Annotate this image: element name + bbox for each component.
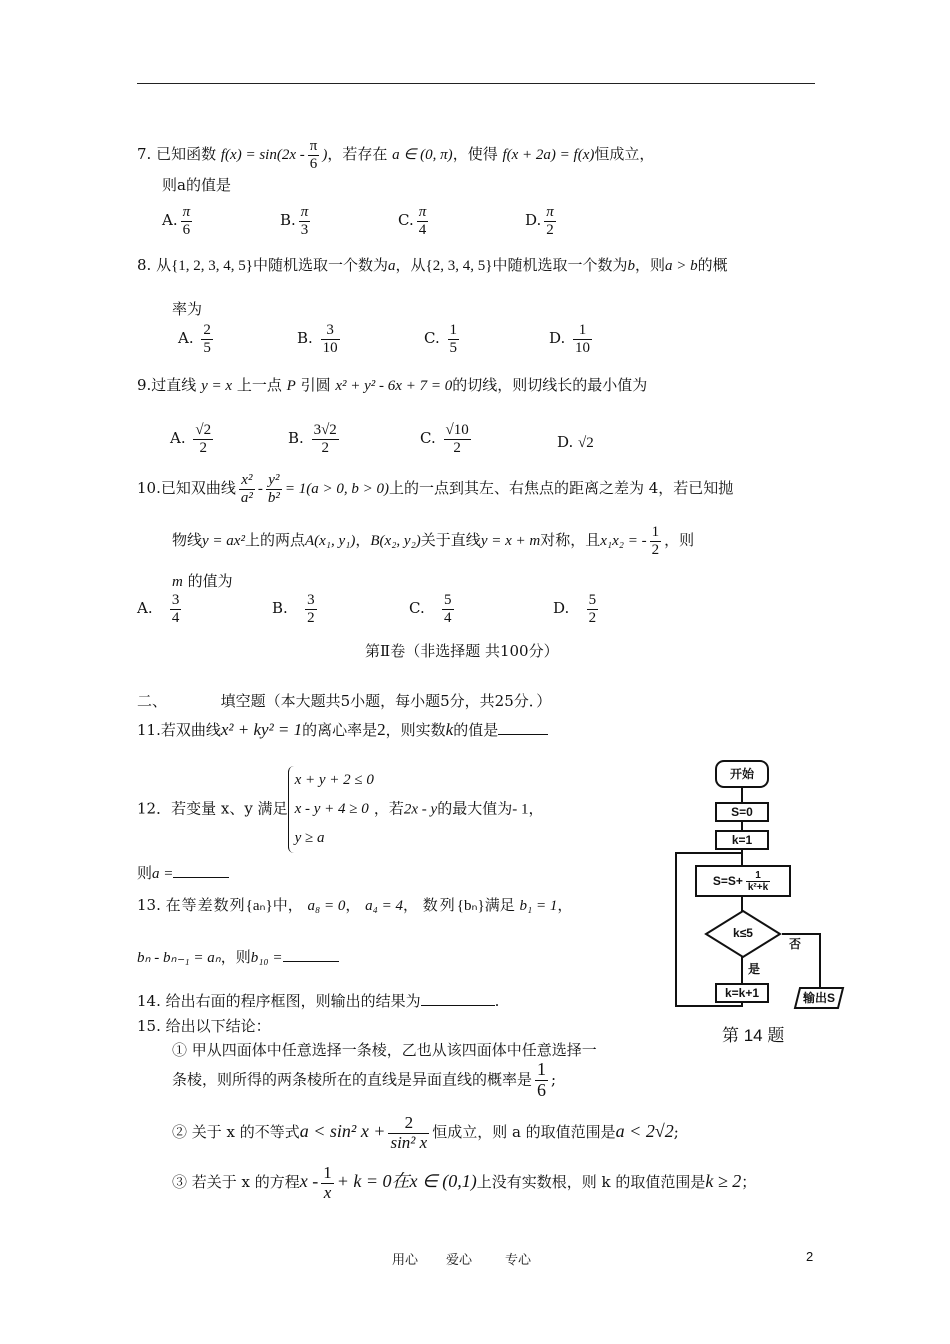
numerator: 1 [449,322,457,338]
question-7-line2: 则a的值是 [162,176,231,194]
question-7-line1 [137,138,654,172]
text: 从 [156,256,172,274]
text: 数列 [422,896,457,914]
formula: P [286,378,296,394]
text: 对称，且 [540,531,601,549]
conclusion-3 [172,1164,756,1202]
text: 的值为 [187,572,233,590]
denominator: 2 [199,439,207,456]
option-c [398,204,431,238]
flow-arrow [741,957,743,983]
constraint: x + y + 2 ≤ 0 [294,772,374,788]
question-13-line2 [137,946,339,967]
option-c [409,592,457,626]
formula: a < 2√2 [615,1121,674,1142]
flowchart-condition-label: k≤5 [733,926,753,940]
formula: B(x₂, y₂) [370,533,421,549]
text: ; [673,1123,679,1142]
text: 上没有实数根，则 k 的取值范围是 [476,1173,706,1192]
numerator: 1 [537,1059,547,1079]
text: ; [551,1070,557,1089]
fraction [417,204,429,238]
question-number: 10.已知双曲线 [137,479,236,497]
option-a [162,204,195,238]
formula: k ≥ 2 [705,1171,742,1192]
conclusion-2 [172,1114,679,1152]
option-d [553,592,601,626]
option-label: D. [549,329,566,347]
text: ，则 [634,256,665,274]
text: 的离心率是 [302,721,378,739]
text: ，若存在 [327,145,388,163]
denominator: 5 [203,339,211,356]
formula: a₄ = 4 [365,898,403,914]
formula: k [445,720,454,739]
question-9-line1 [137,374,647,395]
text: 的值是 [453,721,499,739]
denominator: 4 [444,609,452,626]
question-15-head [137,1015,271,1036]
text: 上的一点到其左、右焦点的距离之差为 4，若已知抛 [388,479,734,497]
formula: b [627,258,635,274]
option-label: B. [272,599,288,617]
denominator: k²+k [747,881,769,893]
footer-text-right: 专心 [505,1253,532,1268]
formula: A(x₁, y₁) [304,533,356,549]
text: ，则实数 [385,721,446,739]
fraction [535,1060,548,1101]
numerator: 3 [307,592,315,608]
text: ，则 [220,948,251,966]
numerator: 5 [444,592,452,608]
text: 给出右面的程序框图，则输出的结果为 [165,992,421,1010]
text: ，若 [373,799,404,818]
numerator: 2 [388,1114,429,1134]
flowchart-start: 开始 [715,760,769,788]
fraction [266,472,282,506]
formula: a = [152,866,174,882]
question-number: 13. [137,896,161,914]
flow-loop-line [675,852,741,854]
fraction [587,592,599,626]
answer-blank[interactable] [498,719,548,735]
option-label: A. [162,211,178,229]
numerator: 3 [321,322,340,340]
text: ， [528,799,544,818]
option-label: C. [424,329,440,347]
question-10-line2 [172,524,694,558]
formula: a₈ = 0 [307,898,346,914]
numerator: 1 [323,1163,332,1182]
numerator: π [418,204,427,220]
option-label: A. [178,329,194,347]
option-d [549,322,595,356]
option-label: C. [398,211,414,229]
text: ， [355,531,371,549]
text: ， [345,896,361,914]
option-c [420,422,474,456]
part-2-header [137,690,551,711]
text: 的切线，则切线长的最小值为 [452,376,648,394]
fraction [544,204,556,238]
fraction [442,592,454,626]
question-11 [137,719,548,740]
numerator: 1 [651,524,660,540]
text: ，从 [395,256,426,274]
question-12-line2 [137,862,229,883]
option-d [525,204,559,238]
formula: 2x - y [403,801,438,818]
fraction [181,204,193,238]
text: 恒成立， [594,145,655,163]
formula: 2 [377,720,386,739]
denominator: sin² x [390,1132,428,1152]
formula: ) [322,147,328,163]
numerator: 1 [746,870,770,882]
formula: - [257,481,263,497]
denominator: 2 [588,609,597,626]
constraint: y ≥ a [294,830,325,846]
text: 中， [272,896,303,914]
flow-arrow [741,850,743,865]
denominator: 10 [575,339,591,356]
question-13-line1 [137,894,572,915]
text: 物线 [172,531,203,549]
flowchart-output-label: 输出S [802,991,835,1005]
formula: a [388,258,396,274]
denominator: b² [267,489,280,506]
text: 给出以下结论： [165,1017,271,1035]
denominator: 3 [300,221,309,238]
question-14 [137,990,499,1011]
flowchart-increment: k=k+1 [715,983,769,1003]
option-c [424,322,462,356]
header-rule [137,83,815,84]
conclusion-1-line1: ① 甲从四面体中任意选择一条棱，乙也从该四面体中任意选择一 [172,1041,597,1059]
formula: = 1(a > 0, b > 0) [284,481,389,497]
answer-blank[interactable] [173,862,229,878]
fraction [305,592,317,626]
question-8-line2: 率为 [172,300,203,318]
flow-line [819,933,821,988]
text: 已知函数 [156,145,217,163]
numerator: π [309,138,318,154]
question-10-line3 [172,570,233,591]
fraction [388,1114,429,1152]
numerator: y² [266,472,282,490]
question-8-line1 [137,254,728,275]
denominator: 5 [449,339,457,356]
formula: - 1 [512,801,529,818]
formula: y = x [201,378,233,394]
fraction [746,870,770,893]
denominator: 2 [453,439,461,456]
denominator: 6 [309,155,318,172]
denominator: 2 [546,221,554,238]
option-label: D. [525,211,542,229]
text: 满足 [484,896,515,914]
option-value: √2 [578,435,594,451]
text: ，则 [664,531,695,549]
numerator: 3 [171,592,180,608]
formula: b₁₀ = [250,950,283,966]
text: 上的两点 [244,531,305,549]
formula: m [172,574,183,590]
fraction [193,422,213,456]
answer-blank[interactable] [283,946,339,962]
numerator: √10 [445,422,469,438]
option-label: B. [297,329,313,347]
fraction [239,472,255,506]
text: 则 [137,864,153,882]
option-a [178,322,216,356]
denominator: 2 [307,609,315,626]
constraint: x - y + 4 ≥ 0 [294,801,369,817]
flowchart-update-s [695,865,791,897]
text: 12．若变量 x、y 满足 [137,799,288,818]
option-b [297,322,343,356]
denominator: 6 [182,221,191,238]
question-number: 9.过直线 [137,376,197,394]
flowchart-init-k: k=1 [715,830,769,850]
option-label: A. [137,599,153,617]
flowchart-caption: 第 14 题 [722,1026,785,1045]
footer-text-left: 用心 [392,1253,419,1268]
flow-arrow [741,822,743,830]
fraction [308,138,320,172]
option-a [137,592,184,626]
text: 中随机选取一个数为 [492,256,628,274]
flow-loop-line [675,852,677,1007]
flowchart-no-label: 否 [789,937,802,951]
fraction [321,322,340,356]
option-label: C. [420,429,436,447]
formula: b₁ = 1 [519,898,558,914]
conclusion-1-line2 [172,1060,556,1101]
text: 条棱，则所得的两条棱所在的直线是异面直线的概率是 [172,1070,533,1089]
numerator: x² [239,472,255,490]
formula: a ∈ (0, π) [392,147,453,163]
flowchart-init-s: S=0 [715,802,769,822]
text: 上一点 [236,376,282,394]
option-label: D. [553,599,570,617]
fraction [448,322,460,356]
denominator: 10 [322,339,338,356]
text: 的概 [697,256,728,274]
text: ② 关于 x 的不等式 [172,1123,300,1142]
option-label: C. [409,599,425,617]
numerator: √2 [195,422,212,438]
option-label: A. [170,429,186,447]
formula: f(x) = sin(2x - [220,147,305,163]
formula: x₁x₂ = - [600,533,647,549]
denominator: 4 [418,221,427,238]
numerator: π [300,204,309,220]
formula: x² + y² - 6x + 7 = 0 [335,378,453,394]
text: . [494,992,500,1010]
text: 在等差数列 [165,896,246,914]
option-b [272,592,320,626]
text: 恒成立，则 a 的取值范围是 [432,1123,616,1142]
denominator: a² [240,489,253,506]
question-number: 8. [137,256,152,274]
fraction [573,322,592,356]
answer-blank[interactable] [421,990,495,1006]
numerator: π [182,204,191,220]
text: 11.若双曲线 [137,721,221,739]
formula: x² + ky² = 1 [220,720,303,739]
denominator: 2 [651,541,660,558]
question-number: 14. [137,992,161,1010]
option-d [557,433,594,452]
numerator: 1 [573,322,592,340]
fraction [170,592,182,626]
footer-text-mid: 爱心 [446,1253,473,1268]
flow-arrow [741,788,743,802]
formula: + k = 0在x ∈ (0,1) [336,1171,477,1192]
numerator: 2 [203,322,211,338]
constraint-system [288,766,374,853]
section-2-title: 第Ⅱ卷（非选择题 共100分） [365,642,559,660]
denominator: 6 [537,1079,547,1100]
denominator: 4 [171,609,180,626]
text: ， [402,896,418,914]
question-number: 7. [137,145,152,163]
option-a [170,422,216,456]
text: 关于直线 [420,531,481,549]
formula: y = ax² [202,533,245,549]
text: 的最大值为 [437,799,513,818]
part-title: 填空题（本大题共5小题，每小题5分，共25分．） [220,692,552,710]
question-12-line1 [137,766,543,853]
formula: {aₙ} [245,898,273,914]
fraction [321,1164,334,1202]
option-label: B. [288,429,304,447]
text: ； [741,1173,757,1192]
text: ， [557,896,573,914]
formula: f(x + 2a) = f(x) [502,147,595,163]
fraction [650,524,662,558]
fraction [299,204,311,238]
numerator: 3√2 [313,422,337,438]
option-b [280,204,313,238]
formula: y = x + m [480,533,541,549]
formula: bₙ - bₙ₋₁ = aₙ [137,950,221,966]
text: 中随机选取一个数为 [253,256,389,274]
formula: x - [299,1171,319,1192]
text: 引圆 [300,376,331,394]
formula: {2, 3, 4, 5} [425,258,493,274]
option-b [288,422,342,456]
question-number: 15. [137,1017,161,1035]
text: ，使得 [452,145,498,163]
formula: {1, 2, 3, 4, 5} [171,258,254,274]
option-label: D. [557,433,574,451]
formula: a > b [664,258,698,274]
numerator: 5 [588,592,597,608]
fraction [444,422,471,456]
denominator: 2 [321,439,329,456]
flow-line [675,1005,743,1007]
part-number: 二、 [137,692,168,710]
page-number: 2 [806,1249,814,1264]
flowchart-yes-label: 是 [748,962,761,976]
numerator: π [546,204,554,220]
formula: {bₙ} [456,898,485,914]
update-label: S=S+ [712,874,743,888]
denominator: x [323,1182,332,1202]
text: ③ 若关于 x 的方程 [172,1173,300,1192]
formula: a < sin² x + [299,1121,386,1142]
fraction [312,422,339,456]
question-10-line1 [137,472,733,506]
fraction [201,322,213,356]
option-label: B. [280,211,296,229]
